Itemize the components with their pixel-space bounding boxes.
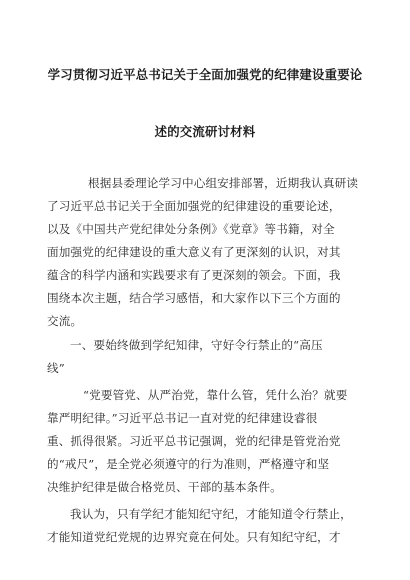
body-line: 根据县委理论学习中心组安排部署，近期我认真研读 [88,176,359,190]
body-line: “党要管党、从严治党，靠什么管，凭什么治？就要 [83,388,348,402]
body-line: 靠严明纪律。”习近平总书记一直对党的纪律建设睿很 [47,411,318,425]
body-line: 我认为，只有学纪才能知纪守纪，才能知道令行禁止， [70,507,352,521]
body-line: 决维护纪律是做合格党员、干部的基本条件。 [47,480,282,494]
body-line: 面加强党的纪律建设的重大意义有了更深刻的认识，对其 [47,245,341,259]
body-line: 以及《中国共产党纪律处分条例》《党章》等书籍，对全 [47,222,335,236]
body-line: 交流。 [47,314,83,328]
body-line: 围绕本次主题，结合学习感悟，和大家作以下三个方面的 [47,291,341,305]
document-title-line-2: 述的交流研讨材料 [154,124,256,139]
section-heading: 一、要始终做到学纪知律，守好令行禁止的“高压 [70,338,323,352]
body-line: 重、抓得很紧。习近平总书记强调，党的纪律是管党治党 [47,434,341,448]
body-line: 的“戒尺”，是全党必须遵守的行为准则，严格遵守和坚 [47,457,330,471]
section-heading-continuation: 线” [47,361,65,375]
body-line: 才能知道党纪党规的边界究竟在何处。只有知纪守纪，才 [47,530,341,544]
document-title-line-1: 学习贯彻习近平总书记关于全面加强党的纪律建设重要论 [47,67,363,82]
body-line: 蕴含的科学内涵和实践要求有了更深刻的领会。下面，我 [47,268,341,282]
body-line: 了习近平总书记关于全面加强党的纪律建设的重要论述， [47,199,341,213]
